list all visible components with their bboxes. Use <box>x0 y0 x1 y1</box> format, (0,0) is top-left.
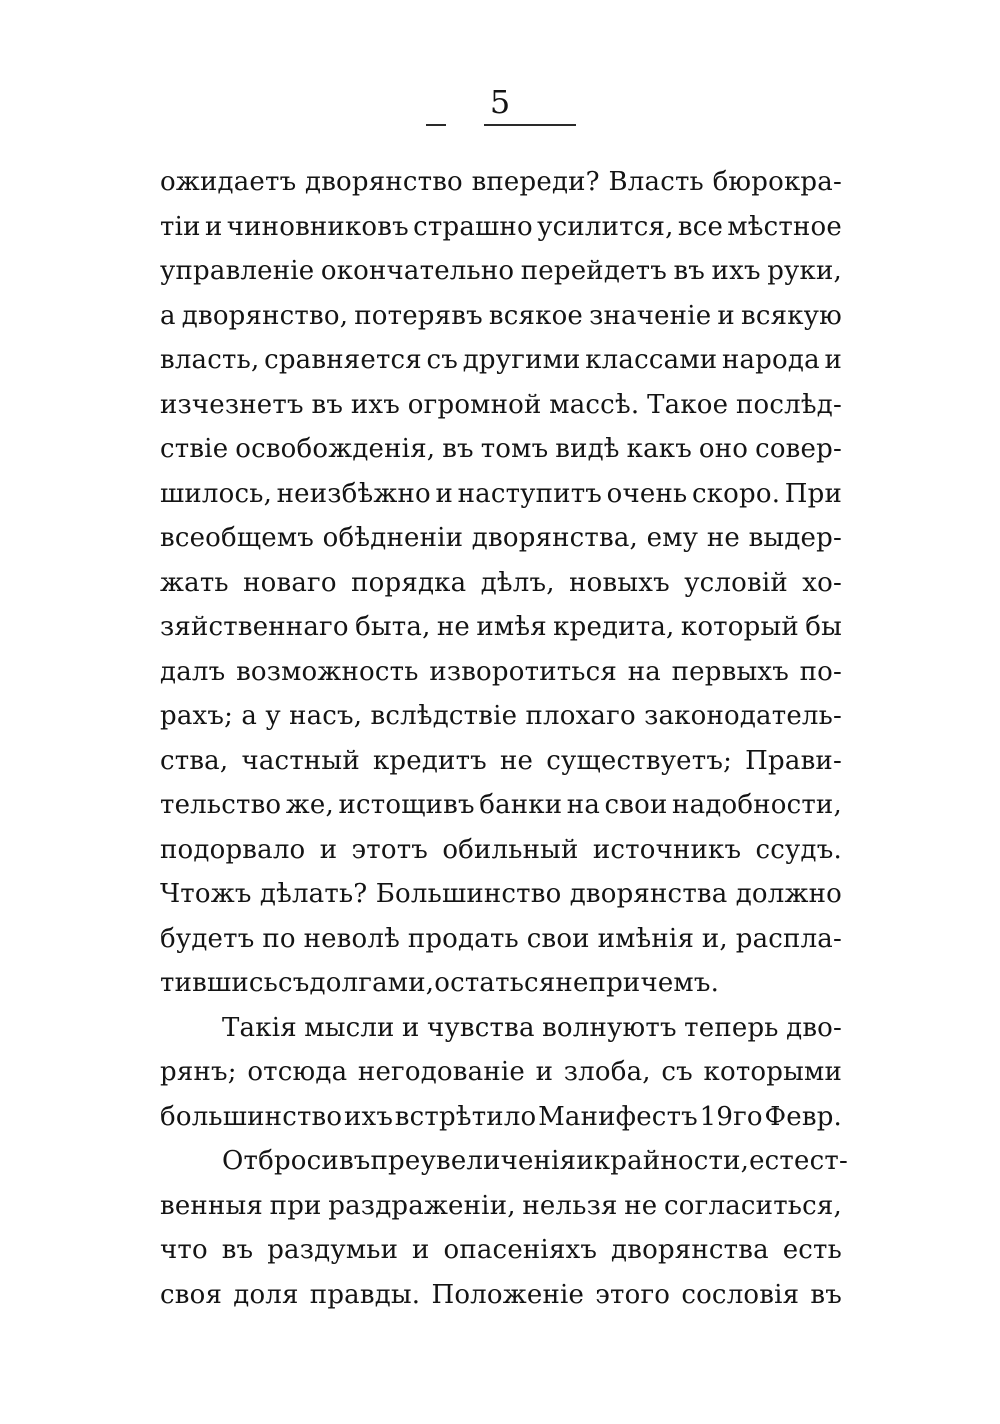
text-line: тіи и чиновниковъ страшно усилится, все мѣстное <box>160 212 842 242</box>
text-line: зяйственнаго быта, не имѣя кредита, который бы <box>160 612 842 642</box>
text-line: Отбросивъ преувеличенія и крайности, естест- <box>222 1146 848 1176</box>
text-line: рахъ; а у насъ, вслѣдствіе плохаго законодатель- <box>160 701 842 731</box>
text-line: что въ раздумьи и опасеніяхъ дворянства есть <box>160 1235 842 1265</box>
page-number: 5 <box>489 83 511 121</box>
text-line: управленіе окончательно перейдетъ въ ихъ руки, <box>160 256 842 286</box>
text-line: ожидаетъ дворянство впереди? Власть бюрокра- <box>160 167 842 197</box>
text-line: всеобщемъ обѣдненіи дворянства, ему не выдер- <box>160 523 842 553</box>
text-line: изчезнетъ въ ихъ огромной массѣ. Такое послѣд- <box>160 390 842 420</box>
text-line: большинство ихъ встрѣтило Манифестъ 19го Февр. <box>160 1102 842 1132</box>
text-line: венныя при раздраженіи, нельзя не согласиться, <box>160 1191 842 1221</box>
text-line: Такія мысли и чувства волнуютъ теперь дво- <box>222 1013 842 1043</box>
text-line: далъ возможность изворотиться на первыхъ по- <box>160 657 842 687</box>
header-rule-right <box>484 124 576 126</box>
text-line: ства, частный кредитъ не существуетъ; Прави- <box>160 746 842 776</box>
text-line: рянъ; отсюда негодованіе и злоба, съ которыми <box>160 1057 842 1087</box>
text-line: тельство же, истощивъ банки на свои надобности, <box>160 790 842 820</box>
text-line: ствіе освобожденія, въ томъ видѣ какъ оно совер- <box>160 434 842 464</box>
text-line: власть, сравняется съ другими классами народа и <box>160 345 842 375</box>
text-line: будетъ по неволѣ продать свои имѣнія и, распла- <box>160 924 842 954</box>
text-line: жать новаго порядка дѣлъ, новыхъ условій хо- <box>160 568 842 598</box>
header-rule-left <box>426 124 446 126</box>
text-line: тившись съ долгами, остаться не при чемъ. <box>160 968 720 998</box>
text-line: подорвало и этотъ обильный источникъ ссудъ. <box>160 835 842 865</box>
text-line: а дворянство, потерявъ всякое значеніе и всякую <box>160 301 842 331</box>
text-line: своя доля правды. Положеніе этого сословія въ <box>160 1280 842 1310</box>
text-line: Чтожъ дѣлать? Большинство дворянства должно <box>160 879 842 909</box>
text-line: шилось, неизбѣжно и наступитъ очень скоро. При <box>160 479 842 509</box>
